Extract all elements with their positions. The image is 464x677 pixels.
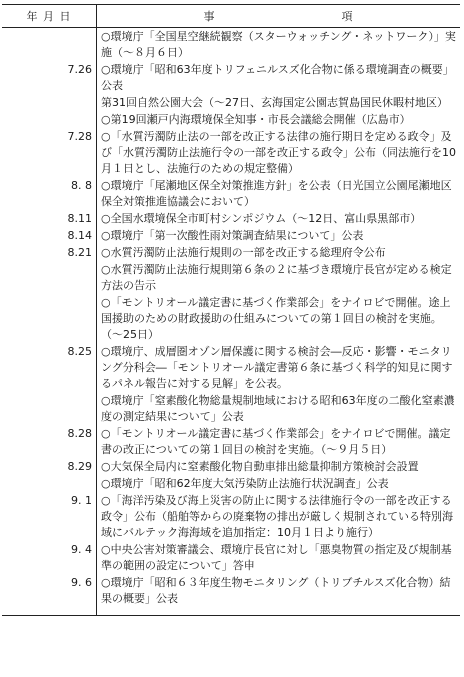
row-date [2,392,97,425]
table-row [2,94,460,111]
row-date: 7.28 [2,128,97,177]
row-event-text: 第31回自然公園大会（～27日、玄海国定公園志賀島国民休暇村地区） [101,95,448,109]
table-row [2,492,460,541]
row-event-text: ○環境庁「全国星空継続観察（スターウォッチング・ネットワーク）」実施（～８月６日） [101,29,456,59]
row-event-text: ○環境庁「昭和63年度トリフェニルスズ化合物に係る環境調査の概要」公表 [101,62,454,92]
row-event-text: ○「モントリオール議定書に基づく作業部会」をナイロビで開催。議定書の改正についての第１回目の検討を実施。（～９月５日） [101,426,451,456]
row-event-text: ○水質汚濁防止法施行規則の一部を改正する総理府令公布 [101,245,386,259]
table-row [2,177,460,210]
row-event-text: ○大気保全局内に窒素酸化物自動車排出総量抑制方策検討会設置 [101,459,419,473]
table-row [2,28,460,62]
row-event-text: ○水質汚濁防止法施行規則第６条の２に基づき環境庁長官が定める検定方法の告示 [101,262,452,292]
row-date: 8.11 [2,210,97,227]
table-row [2,61,460,94]
row-date: 8.25 [2,343,97,392]
row-date [2,475,97,492]
table-row [2,227,460,244]
table-row [2,294,460,343]
table-row [2,458,460,475]
row-date: 8.29 [2,458,97,475]
table-row [2,210,460,227]
row-date: 9. 1 [2,492,97,541]
row-date: 8.28 [2,425,97,458]
table-row [2,128,460,177]
row-date [2,94,97,111]
table-row [2,574,460,615]
row-date [2,294,97,343]
row-date: 8.21 [2,244,97,261]
row-event-text: ○「海洋汚染及び海上災害の防止に関する法律施行令の一部を改正する政令」公布（船舶等からの廃棄物の排出が厳しく規制されている特別海域にバルテック海海域を追加指定：10月１日より施行） [101,493,453,539]
row-date [2,261,97,294]
chronology-table [2,4,460,616]
row-event-text: ○環境庁「尾瀬地区保全対策推進方針」を公表（日光国立公園尾瀬地区保全対策推進協議会において） [101,178,452,208]
row-event-text: ○環境庁、成層圏オゾン層保護に関する検討会―反応・影響・モニタリング分科会―「モントリオール議定書第６条に基づく科学的知見に関するパネル報告に対する見解」を公表。 [101,344,453,390]
row-event-text: ○環境庁「昭和62年度大気汚染防止法施行状況調査」公表 [101,476,389,490]
table-row [2,475,460,492]
date-column-header: 年 月 日 [2,5,97,28]
table-row [2,111,460,128]
table-row [2,244,460,261]
row-event-text: ○全国水環境保全市町村シンポジウム（～12日、富山県黒部市） [101,211,422,225]
row-event-text: ○中央公害対策審議会、環境庁長官に対し「悪臭物質の指定及び規制基準の範囲の設定について」答申 [101,542,452,572]
table-row [2,261,460,294]
row-date: 9. 4 [2,541,97,574]
table-row [2,425,460,458]
row-event-text: ○第19回瀬戸内海環境保全知事・市長会議総会開催（広島市） [101,112,411,126]
row-date [2,28,97,62]
row-date: 8. 8 [2,177,97,210]
row-event-text: ○「水質汚濁防止法の一部を改正する法律の施行期日を定める政令」及び「水質汚濁防止法施行令の一部を改正する政令」公布（同法施行を10月１日とし、法施行のための規定整備） [101,129,456,175]
event-header-char-2: 項 [341,10,354,23]
row-date: 8.14 [2,227,97,244]
chronology-body [2,28,460,616]
table-row [2,541,460,574]
row-event-text: ○環境庁「第一次酸性雨対策調査結果について」公表 [101,228,364,242]
table-row [2,392,460,425]
row-date [2,111,97,128]
row-event-text: ○「モントリオール議定書に基づく作業部会」をナイロビで開催。途上国援助のための財政援助の仕組みについての第１回目の検討を実施。（～25日） [101,295,451,341]
row-event-text: ○環境庁「昭和６３年度生物モニタリング（トリブチルスズ化合物）結果の概要」公表 [97,574,461,615]
event-header-char-1: 事 [203,10,216,23]
row-event-text: ○環境庁「窒素酸化物総量規制地域における昭和63年度の二酸化窒素濃度の測定結果について」公表 [101,393,455,423]
table-row [2,343,460,392]
row-date: 7.26 [2,61,97,94]
row-date: 9. 6 [2,574,97,615]
event-column-header [97,5,461,28]
table-header-row [2,5,460,28]
